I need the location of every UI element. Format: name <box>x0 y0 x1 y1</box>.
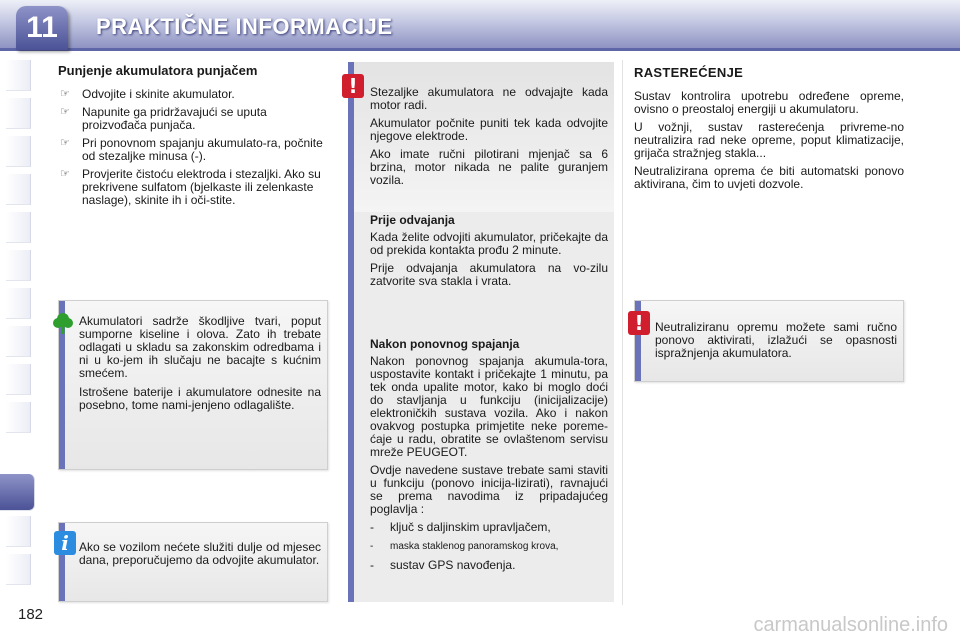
environment-note-text: Akumulatori sadrže škodljive tvari, poput sumporne kiseline i olova. Zato ih trebate odlagati u skladu sa zakonskim odredbama i ni u ko-jem ih slučaju ne bacajte s kućnim smećem. Istrošene baterije i akumulatore odnesite na posebno, tome nami-jenjeno odlagalište. <box>79 314 321 412</box>
after-reconnect-title: Nakon ponovnog spajanja <box>370 337 520 351</box>
side-tab[interactable] <box>6 288 31 319</box>
warning-icon: ! <box>342 74 364 98</box>
column-divider <box>622 60 623 605</box>
load-shedding-warning-text: Neutraliziranu opremu možete sami ručno ponovo aktivirati, izlažući se opasnosti ispražnjenja akumulatora. <box>655 320 897 360</box>
before-disconnect-title: Prije odvajanja <box>370 213 455 227</box>
side-tab[interactable] <box>6 174 31 205</box>
list-item: ☞ Provjerite čistoću elektroda i stezaljki. Ako su prekrivene sulfatom (bjelkaste ili zelenkaste naslage), skinite ih i oči-stite. <box>60 167 321 207</box>
charging-steps-list <box>58 88 326 212</box>
list-item: ☞ Napunite ga pridržavajući se uputa proizvođača punjača. <box>60 105 267 132</box>
list-item: - maska staklenog panoramskog krova, <box>370 541 559 552</box>
side-tab[interactable] <box>6 250 31 281</box>
side-tab[interactable] <box>6 212 31 243</box>
info-icon: i <box>54 531 76 555</box>
list-item: ☞ Odvojite i skinite akumulator. <box>60 87 235 101</box>
alert-text: Stezaljke akumulatora ne odvajajte kada motor radi. Akumulator počnite puniti tek kada odvojite njegove elektrode. Ako imate ručni pilotirani mjenjač sa 6 brzina, motor nikada ne palite guranjem vozila. <box>370 85 608 187</box>
environment-note <box>58 300 328 470</box>
chapter-number-badge: 11 <box>16 6 68 50</box>
charging-heading: Punjenje akumulatora punjačem <box>58 63 258 78</box>
info-note-text: Ako se vozilom nećete služiti dulje od mjesec dana, preporučujemo da odvojite akumulator. <box>79 540 321 567</box>
page-number: 182 <box>18 606 44 623</box>
page-title: PRAKTIČNE INFORMACIJE <box>96 14 393 39</box>
header-underline <box>0 48 960 51</box>
side-tab[interactable] <box>6 98 31 129</box>
load-shedding-text: Sustav kontrolira upotrebu određene opreme, ovisno o preostaloj energiji u akumulatoru. U vožnji, sustav rasterećenja privreme-no neutralizira rad neke opreme, poput klimatizacije, grijača stražnjeg stakla... Neutralizirana oprema će biti automatski ponovo aktivirana, čim to uvjeti dozvole. <box>634 89 904 191</box>
load-shedding-warning-note <box>634 300 904 382</box>
load-shedding-heading: RASTEREĆENJE <box>634 65 744 80</box>
info-note <box>58 522 328 602</box>
pointing-hand-icon: ☞ <box>60 88 70 100</box>
side-tab-active[interactable] <box>0 474 35 511</box>
watermark: carmanualsonline.info <box>753 614 948 636</box>
side-tab[interactable] <box>6 136 31 167</box>
after-reconnect-section: Nakon ponovnog spajanja Nakon ponovnog spajanja akumula-tora, uspostavite kontakt i pričekajte 1 minutu, pa tek onda upalite motor, kako bi moglo doći do stavljanja u funkciju (inicijalizacije) elektroničkih sustava vozila. Ako i nakon ovakvog postupka primjetite neke poreme-ćaje u radu, obratite se ovlaštenom servisu mreže PEUGEOT. Ovdje navedene sustave trebate sami staviti u funkciju (ponovo inicija-lizirati), ravnajući se prema navodima iz pripadajućeg poglavlja : - ključ s daljinskim upravljačem, - maska staklenog panoramskog krova, - sustav GPS navođenja. <box>370 337 608 572</box>
side-tab[interactable] <box>6 364 31 395</box>
side-tab[interactable] <box>6 516 31 547</box>
side-tab[interactable] <box>6 554 31 585</box>
list-item: - ključ s daljinskim upravljačem, <box>370 520 551 534</box>
side-tab[interactable] <box>6 326 31 357</box>
before-disconnect-section: Prije odvajanja Kada želite odvojiti akumulator, pričekajte da od prekida kontakta prođu 2 minute. Prije odvajanja akumulatora na vo-zilu zatvorite sva stakla i vrata. <box>370 213 608 288</box>
chapter-side-tabs <box>0 60 36 620</box>
list-item: ☞ Pri ponovnom spajanju akumulato-ra, počnite od stezaljke minusa (-). <box>60 136 323 163</box>
reinitialize-systems-list <box>370 521 608 572</box>
side-tab[interactable] <box>6 402 31 433</box>
pointing-hand-icon: ☞ <box>60 106 70 118</box>
pointing-hand-icon: ☞ <box>60 137 70 149</box>
list-item: - sustav GPS navođenja. <box>370 558 516 572</box>
battery-warning-panel <box>348 62 614 602</box>
environment-tree-icon <box>52 311 74 335</box>
side-tab[interactable] <box>6 60 31 91</box>
warning-icon: ! <box>628 311 650 335</box>
pointing-hand-icon: ☞ <box>60 168 70 180</box>
